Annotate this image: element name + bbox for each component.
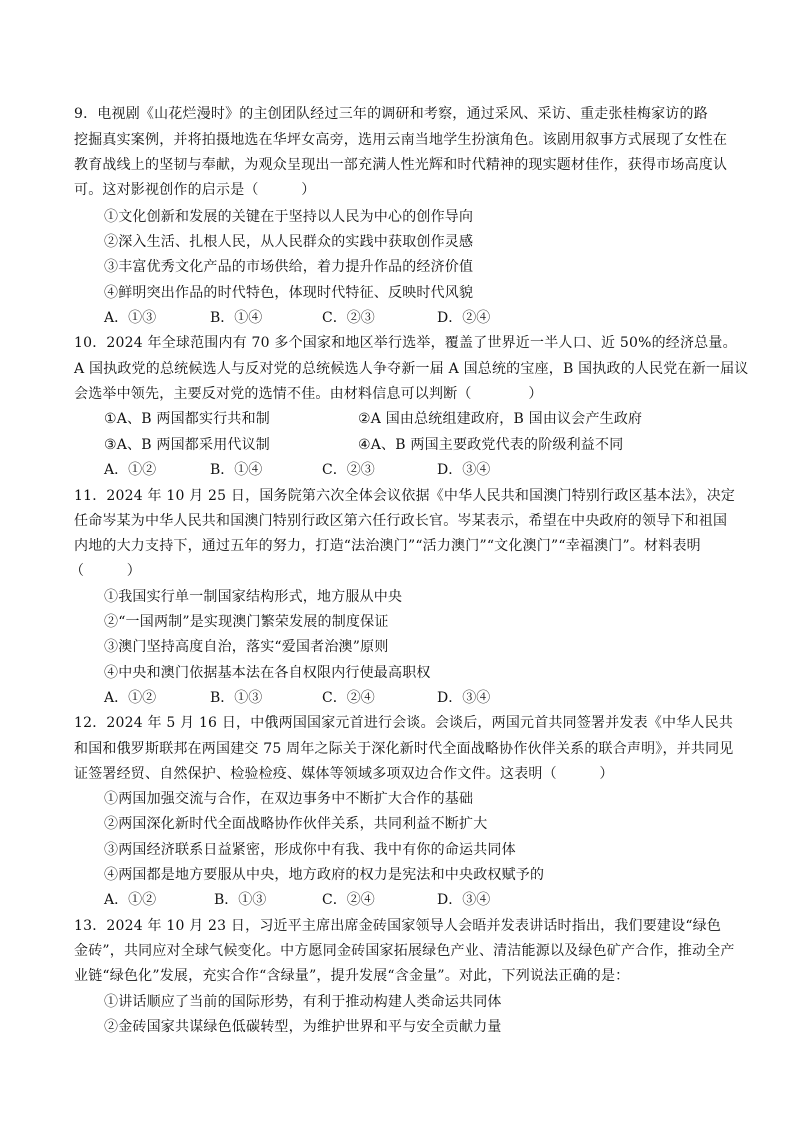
q11-item: ①我国实行单一制国家结构形式，地方服从中央 [104, 589, 403, 605]
q10-option-b: B．①④ [210, 462, 263, 478]
q12-item: ④两国都是地方要服从中央，地方政府的权力是宪法和中央政权赋予的 [104, 867, 545, 883]
q9-item: ④鲜明突出作品的时代特色，体现时代特征、反映时代风貌 [104, 285, 474, 301]
q12-option-d: D．③④ [437, 892, 491, 908]
q13-item: ②金砖国家共谋绿色低碳转型，为维护世界和平与安全贡献力量 [104, 1019, 502, 1035]
q10-stem-line: 10．2024 年全球范围内有 70 多个国家和地区举行选举，覆盖了世界近一半人口、近 50%的经济总量。 [74, 335, 737, 351]
q9-item: ③丰富优秀文化产品的市场供给，着力提升作品的经济价值 [104, 259, 474, 275]
q13-item: ①讲话顺应了当前的国际形势，有利于推动构建人类命运共同体 [104, 994, 502, 1010]
q11-stem-line: 11．2024 年 10 月 25 日，国务院第六次全体会议依据《中华人民共和国澳门特别行政区基本法》，决定 [74, 488, 736, 504]
q9-option-b: B．①④ [210, 310, 263, 326]
q11-option-b: B．①③ [210, 690, 263, 706]
q10-item: ①A、B 两国都实行共和制 [104, 411, 270, 427]
q12-item: ③两国经济联系日益紧密，形成你中有我、我中有你的命运共同体 [104, 842, 516, 858]
q11-stem-line: 任命岑某为中华人民共和国澳门特别行政区第六任行政长官。岑某表示，希望在中央政府的领导下和祖国 [74, 513, 728, 529]
q12-stem-line: 证签署经贸、自然保护、检验检疫、媒体等领域多项双边合作文件。这表明（ ） [74, 766, 614, 782]
q11-option-d: D．③④ [437, 690, 491, 706]
q13-stem-line: 金砖”，共同应对全球气候变化。中方愿同金砖国家拓展绿色产业、清洁能源以及绿色矿产合作，推动全产 [74, 943, 735, 959]
q10-item: ③A、B 两国都采用代议制 [104, 437, 270, 453]
q9-option-a: A．①③ [104, 310, 157, 326]
q10-stem-line: 会选举中领先，主要反对党的选情不佳。由材料信息可以判断（ ） [74, 386, 543, 402]
q9-stem-line: 教育战线上的坚韧与奉献，为观众呈现出一部充满人性光辉和时代精神的现实题材佳作，获得市场高度认 [74, 157, 728, 173]
q9-stem-line: 可。这对影视创作的启示是（ ） [74, 182, 316, 198]
q13-stem-line: 业链“绿色化”发展，充实合作“含绿量”，提升发展“含金量”。对此，下列说法正确的是： [74, 968, 630, 984]
q11-option-a: A．①② [104, 690, 157, 706]
q11-item: ②“一国两制”是实现澳门繁荣发展的制度保证 [104, 614, 389, 630]
q10-option-d: D．③④ [437, 462, 491, 478]
q10-option-a: A．①② [104, 462, 157, 478]
q12-item: ①两国加强交流与合作，在双边事务中不断扩大合作的基础 [104, 791, 474, 807]
q11-stem-line: 内地的大力支持下，通过五年的努力，打造“法治澳门”“活力澳门”“文化澳门”“幸福澳门”。材料表明 [74, 538, 701, 554]
q10-option-c: C．②③ [322, 462, 375, 478]
q12-item: ②两国深化新时代全面战略协作伙伴关系，共同利益不断扩大 [104, 816, 488, 832]
q12-stem-line: 12．2024 年 5 月 16 日，中俄两国国家元首进行会谈。会谈后，两国元首共同签署并发表《中华人民共 [74, 715, 734, 731]
q9-item: ②深入生活、扎根人民，从人民群众的实践中获取创作灵感 [104, 234, 474, 250]
q11-option-c: C．②④ [322, 690, 375, 706]
q10-stem-line: A 国执政党的总统候选人与反对党的总统候选人争夺新一届 A 国总统的宝座，B 国执政的人民党在新一届议 [74, 361, 749, 377]
q12-stem-line: 和国和俄罗斯联邦在两国建交 75 周年之际关于深化新时代全面战略协作伙伴关系的联合声明》，并共同见 [74, 741, 734, 757]
q11-item: ④中央和澳门依据基本法在各自权限内行使最高职权 [104, 665, 431, 681]
q9-option-d: D．②④ [437, 310, 491, 326]
q11-stem-line: （ ） [70, 563, 141, 579]
q11-item: ③澳门坚持高度自治，落实“爱国者治澳”原则 [104, 639, 389, 655]
q9-stem-line: 挖掘真实案例，并将拍摄地选在华坪女高旁，选用云南当地学生扮演角色。该剧用叙事方式展现了女性在 [74, 132, 728, 148]
q13-stem-line: 13．2024 年 10 月 23 日，习近平主席出席金砖国家领导人会晤并发表讲话时指出，我们要建设“绿色 [74, 918, 722, 934]
q12-option-a: A．①② [104, 892, 157, 908]
q9-stem-line: 9．电视剧《山花烂漫时》的主创团队经过三年的调研和考察，通过采风、采访、重走张桂梅家访的路 [74, 106, 708, 122]
q10-item: ②A 国由总统组建政府，B 国由议会产生政府 [358, 411, 643, 427]
q12-option-c: C．②④ [322, 892, 375, 908]
q9-item: ①文化创新和发展的关键在于坚持以人民为中心的创作导向 [104, 209, 474, 225]
q10-item: ④A、B 两国主要政党代表的阶级利益不同 [358, 437, 624, 453]
q12-option-b: B．①③ [214, 892, 267, 908]
q9-option-c: C．②③ [322, 310, 375, 326]
